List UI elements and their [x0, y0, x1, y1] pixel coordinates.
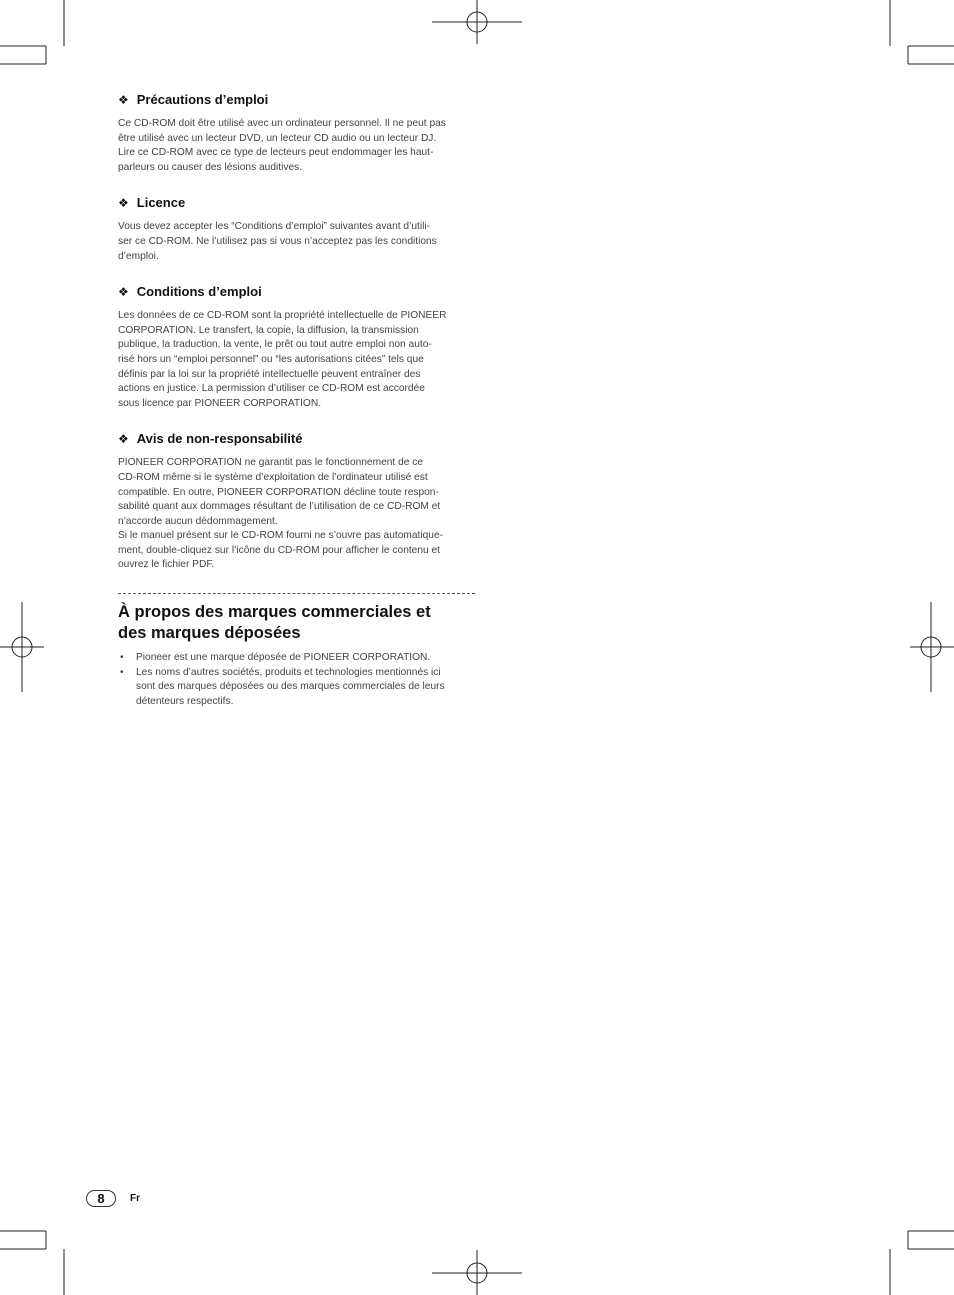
list-item	[118, 666, 474, 710]
text-line: Les données de ce CD-ROM sont la propriété intellectuelle de PIONEER	[118, 310, 447, 322]
page-number: 8	[86, 1190, 116, 1207]
section-divider	[118, 593, 475, 594]
trademarks-list	[118, 651, 474, 709]
text-line: Lire ce CD-ROM avec ce type de lecteurs peut endommager les haut-	[118, 147, 434, 159]
text-line: Vous devez accepter les “Conditions d’emploi” suivantes avant d’utili-	[118, 221, 431, 233]
diamond-bullet-icon: ❖	[118, 195, 129, 210]
text-line: compatible. En outre, PIONEER CORPORATION décline toute respon-	[118, 486, 439, 498]
section-heading	[118, 195, 474, 210]
bullet-icon: •	[120, 666, 124, 678]
text-line: être utilisé avec un lecteur DVD, un lecteur CD audio ou un lecteur DJ.	[118, 132, 437, 144]
text-line: PIONEER CORPORATION ne garantit pas le fonctionnement de ce	[118, 457, 424, 469]
text-line: d’emploi.	[118, 250, 159, 262]
text-line: détenteurs respectifs.	[136, 695, 234, 707]
text-line: ouvrez le fichier PDF.	[118, 559, 215, 571]
section-heading-text: Conditions d’emploi	[136, 284, 262, 300]
main-column	[118, 92, 474, 709]
text-line: Pioneer est une marque déposée de PIONEER CORPORATION.	[136, 652, 431, 664]
text-line: actions en justice. La permission d’utiliser ce CD-ROM est accordée	[118, 383, 425, 395]
section-heading-text: Précautions d’emploi	[136, 92, 269, 107]
text-line: n’accorde aucun dédommagement.	[118, 515, 278, 527]
text-line: définis par la loi sur la propriété intellectuelle peuvent entraîner des	[118, 368, 421, 380]
section-heading	[118, 284, 474, 299]
section-heading	[118, 92, 474, 107]
section-precautions	[118, 92, 474, 175]
text-line: risé hors un “emploi personnel” ou “les autorisations citées” tels que	[118, 353, 424, 365]
section-heading	[118, 431, 474, 446]
text-line: ser ce CD-ROM. Ne l’utilisez pas si vous n’acceptez pas les conditions	[118, 235, 437, 247]
heading-line: À propos des marques commerciales et	[118, 603, 431, 622]
section-body	[118, 220, 474, 264]
diamond-bullet-icon: ❖	[118, 92, 129, 107]
section-conditions	[118, 284, 474, 411]
list-item	[118, 651, 474, 666]
text-line: Les noms d’autres sociétés, produits et technologies mentionnés ici	[136, 666, 441, 678]
text-line: Ce CD-ROM doit être utilisé avec un ordinateur personnel. Il ne peut pas	[118, 118, 446, 129]
bullet-icon: •	[120, 652, 124, 664]
page-footer	[86, 1190, 140, 1207]
trademarks-heading	[118, 602, 474, 643]
text-line: parleurs ou causer des lésions auditives.	[118, 161, 303, 173]
diamond-bullet-icon: ❖	[118, 431, 129, 446]
section-body	[118, 117, 474, 175]
text-line: sont des marques déposées ou des marques commerciales de leurs	[136, 681, 445, 693]
section-body	[118, 309, 474, 411]
text-line: CD-ROM même si le système d’exploitation de l’ordinateur utilisé est	[118, 471, 428, 483]
text-line: sous licence par PIONEER CORPORATION.	[118, 397, 322, 409]
language-code: Fr	[130, 1193, 140, 1204]
section-heading-text: Avis de non-responsabilité	[136, 431, 303, 447]
text-line: publique, la traduction, la vente, le prêt ou tout autre emploi non auto-	[118, 339, 432, 351]
text-line: CORPORATION. Le transfert, la copie, la diffusion, la transmission	[118, 324, 419, 336]
text-line: ment, double-cliquez sur l’icône du CD-ROM pour afficher le contenu et	[118, 544, 441, 556]
heading-line: des marques déposées	[118, 623, 301, 642]
section-licence	[118, 195, 474, 264]
section-heading-text: Licence	[136, 195, 186, 211]
section-body	[118, 456, 474, 573]
text-line: Si le manuel présent sur le CD-ROM fourni ne s’ouvre pas automatique-	[118, 530, 444, 542]
diamond-bullet-icon: ❖	[118, 284, 129, 299]
text-line: sabilité quant aux dommages résultant de l’utilisation de ce CD-ROM et	[118, 501, 441, 513]
section-disclaimer	[118, 431, 474, 573]
